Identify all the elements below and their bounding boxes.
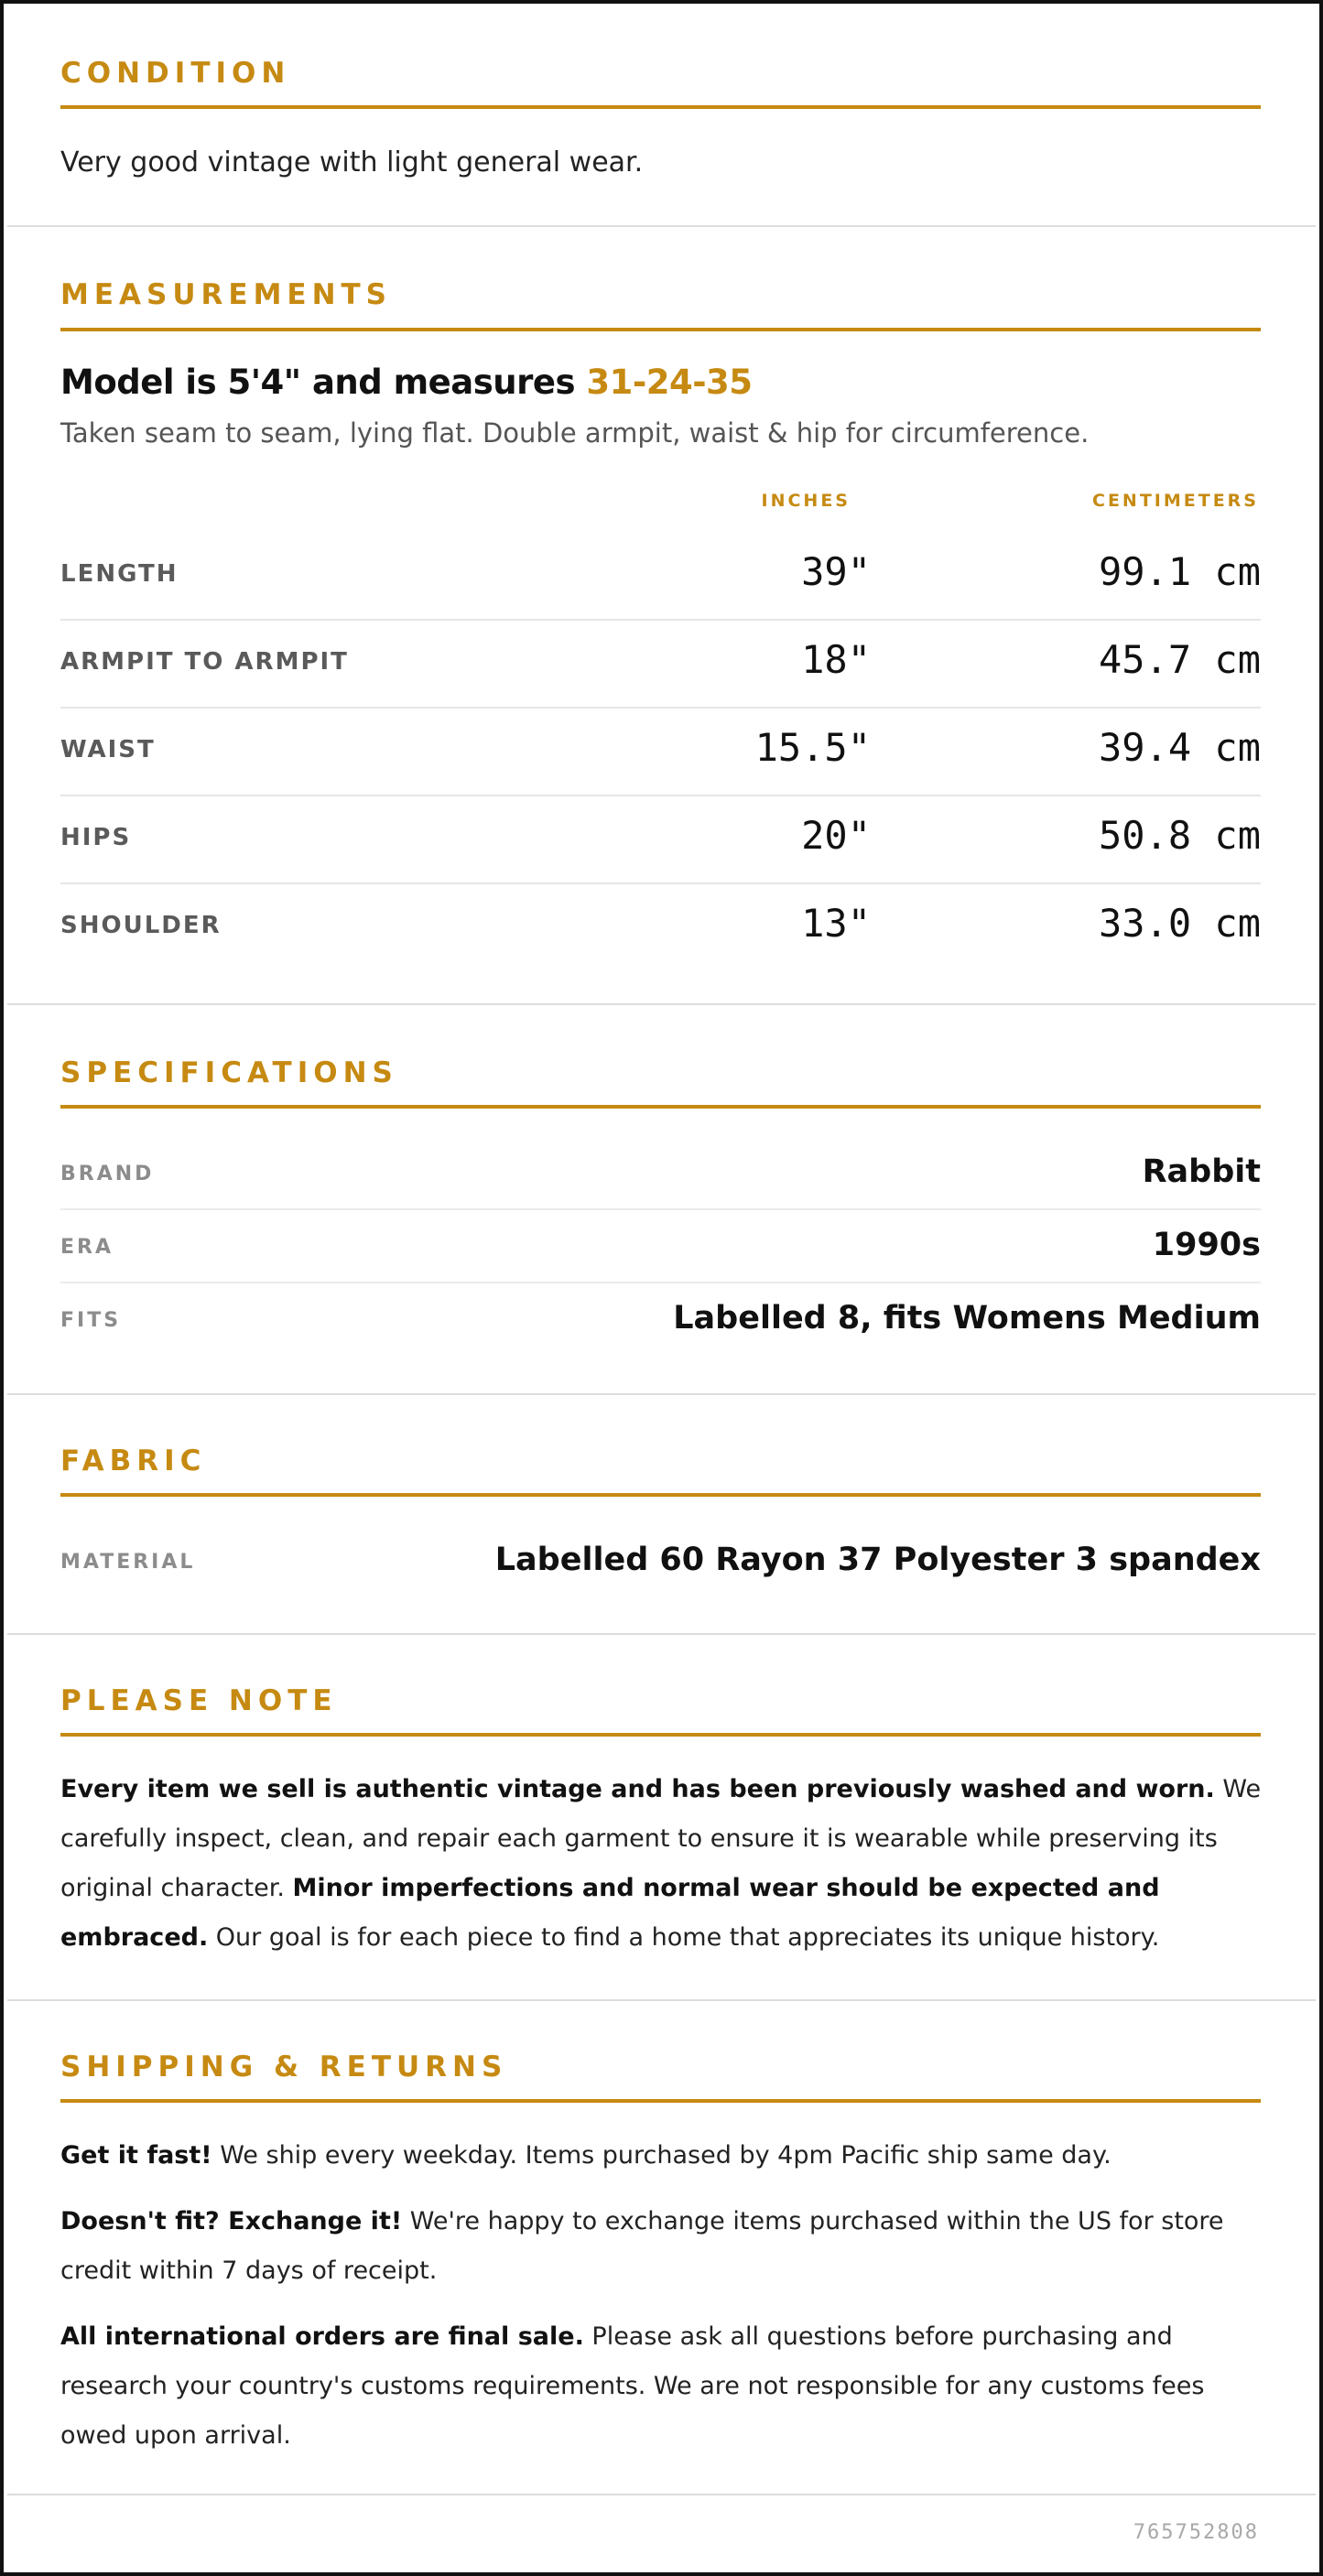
fabric-row-material: [60, 1525, 1261, 1598]
section-divider: [7, 1003, 1316, 1005]
measurement-label: HIPS: [60, 824, 132, 851]
section-divider: [7, 225, 1316, 227]
measurement-inches: 20": [801, 813, 871, 858]
shipping-text-3: Please ask all questions before purchasing and research your country's customs requirements. We are not responsible for any customs fees owed upon arrival.: [60, 2322, 1205, 2450]
shipping-bold-3: All international orders are final sale.: [60, 2322, 584, 2351]
sku-number: 765752808: [1133, 2521, 1259, 2544]
spec-label: BRAND: [60, 1163, 155, 1185]
condition-rule: [60, 105, 1261, 109]
measurement-label: LENGTH: [60, 560, 179, 588]
please-note-rule: [60, 1733, 1261, 1737]
measurement-row-shoulder: [60, 884, 1261, 972]
column-header-centimeters: CENTIMETERS: [1092, 491, 1259, 511]
fabric-label: MATERIAL: [60, 1551, 196, 1574]
measurement-label: SHOULDER: [60, 912, 222, 939]
fabric-heading: FABRIC: [60, 1445, 207, 1477]
section-divider: [7, 1633, 1316, 1635]
measurements-heading: MEASUREMENTS: [60, 278, 393, 311]
shipping-paragraph-2: [60, 2197, 1269, 2296]
shipping-paragraph-1: [60, 2131, 1269, 2181]
measurement-row-armpit: [60, 621, 1261, 709]
measurements-rule: [60, 328, 1261, 331]
spec-value: 1990s: [1152, 1227, 1261, 1263]
measurement-row-waist: [60, 709, 1261, 796]
measurement-row-hips: [60, 796, 1261, 884]
model-measurements: [60, 363, 753, 402]
column-header-inches: INCHES: [761, 491, 851, 511]
measurements-subtitle: Taken seam to seam, lying flat. Double armpit, waist & hip for circumference.: [60, 417, 1090, 449]
spec-value: Labelled 8, fits Womens Medium: [673, 1300, 1261, 1337]
shipping-bold-2: Doesn't fit? Exchange it!: [60, 2207, 403, 2235]
measurement-cm: 45.7 cm: [1098, 637, 1261, 682]
shipping-paragraph-3: [60, 2312, 1269, 2461]
model-prefix: Model is 5'4" and measures: [60, 363, 587, 402]
specifications-heading: SPECIFICATIONS: [60, 1056, 398, 1089]
note-bold-2: Minor imperfections and normal wear should be expected and embraced.: [60, 1874, 1160, 1952]
measurement-inches: 39": [801, 549, 871, 594]
section-divider: [7, 2494, 1316, 2495]
measurement-row-length: [60, 533, 1261, 621]
please-note-heading: PLEASE NOTE: [60, 1684, 338, 1717]
fabric-rule: [60, 1493, 1261, 1497]
fabric-value: Labelled 60 Rayon 37 Polyester 3 spandex: [494, 1542, 1261, 1578]
spec-row-era: [60, 1210, 1261, 1283]
section-divider: [7, 1999, 1316, 2001]
condition-heading: CONDITION: [60, 57, 291, 90]
note-text-1: We carefully inspect, clean, and repair each garment to ensure it is wearable while preserving its original character.: [60, 1775, 1262, 1902]
shipping-text-2: We're happy to exchange items purchased within the US for store credit within 7 days of receipt.: [60, 2207, 1224, 2285]
measurement-cm: 50.8 cm: [1098, 813, 1261, 858]
spec-row-brand: [60, 1137, 1261, 1210]
spec-label: FITS: [60, 1309, 122, 1332]
measurement-label: WAIST: [60, 736, 156, 763]
measurement-cm: 99.1 cm: [1098, 549, 1261, 594]
measurement-inches: 15.5": [754, 725, 871, 770]
measurement-inches: 18": [801, 637, 871, 682]
measurement-label: ARMPIT TO ARMPIT: [60, 648, 349, 676]
shipping-rule: [60, 2099, 1261, 2103]
please-note-text: [60, 1765, 1269, 1963]
spec-value: Rabbit: [1142, 1153, 1261, 1190]
measurement-cm: 39.4 cm: [1098, 725, 1261, 770]
shipping-heading: SHIPPING & RETURNS: [60, 2051, 508, 2084]
note-text-2: Our goal is for each piece to find a home that appreciates its unique history.: [208, 1923, 1160, 1952]
spec-row-fits: [60, 1283, 1261, 1357]
condition-text: Very good vintage with light general wear.: [60, 146, 644, 179]
spec-label: ERA: [60, 1236, 114, 1259]
specifications-rule: [60, 1105, 1261, 1109]
note-bold-1: Every item we sell is authentic vintage and has been previously washed and worn.: [60, 1775, 1215, 1803]
shipping-bold-1: Get it fast!: [60, 2141, 212, 2170]
shipping-text-1: We ship every weekday. Items purchased by 4pm Pacific ship same day.: [211, 2141, 1112, 2170]
measurement-cm: 33.0 cm: [1098, 901, 1261, 946]
model-figures: 31-24-35: [586, 363, 753, 402]
measurement-inches: 13": [801, 901, 871, 946]
section-divider: [7, 1393, 1316, 1395]
